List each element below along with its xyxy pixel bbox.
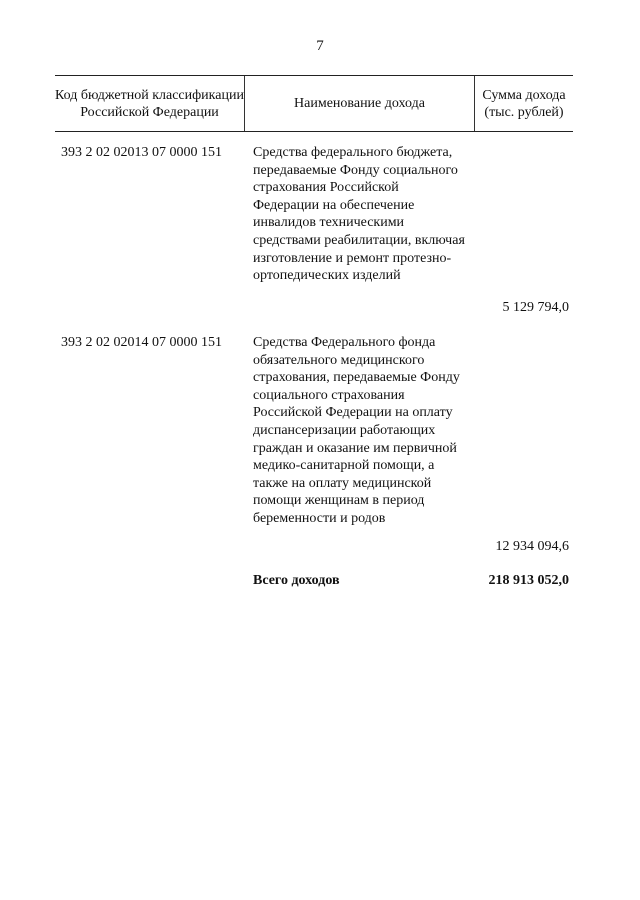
total-amount: 218 913 052,0	[488, 573, 569, 588]
row-name: Средства федерального бюджета, передаваемые Фонду социального страхования Российской Федерации на обеспечение инвалидов техническими средствами реабилитации, включая изготовление и ремонт протезно-ортопедических изделий	[253, 145, 465, 284]
row-amount: 12 934 094,6	[495, 539, 569, 554]
table-row	[55, 144, 573, 319]
row-name: Средства Федерального фонда обязательного медицинского страхования, передаваемые Фонду социального страхования Российской Федерации на оплату диспансеризации работающих граждан и оказание им первичной медико-санитарной помощи, а также на оплату медицинской помощи женщинам в период беременности и родов	[253, 335, 460, 526]
header-name: Наименование дохода	[245, 76, 475, 131]
table-row	[55, 334, 573, 556]
total-row	[55, 572, 573, 592]
row-amount: 5 129 794,0	[502, 300, 569, 315]
row-code: 393 2 02 02014 07 0000 151	[61, 335, 222, 350]
total-label: Всего доходов	[253, 573, 340, 588]
page-number: 7	[316, 38, 324, 54]
table-header	[55, 75, 573, 132]
header-amount: Сумма дохода (тыс. рублей)	[482, 87, 566, 120]
header-code: Код бюджетной классификации Российской Федерации	[55, 76, 245, 131]
row-code: 393 2 02 02013 07 0000 151	[61, 145, 222, 160]
